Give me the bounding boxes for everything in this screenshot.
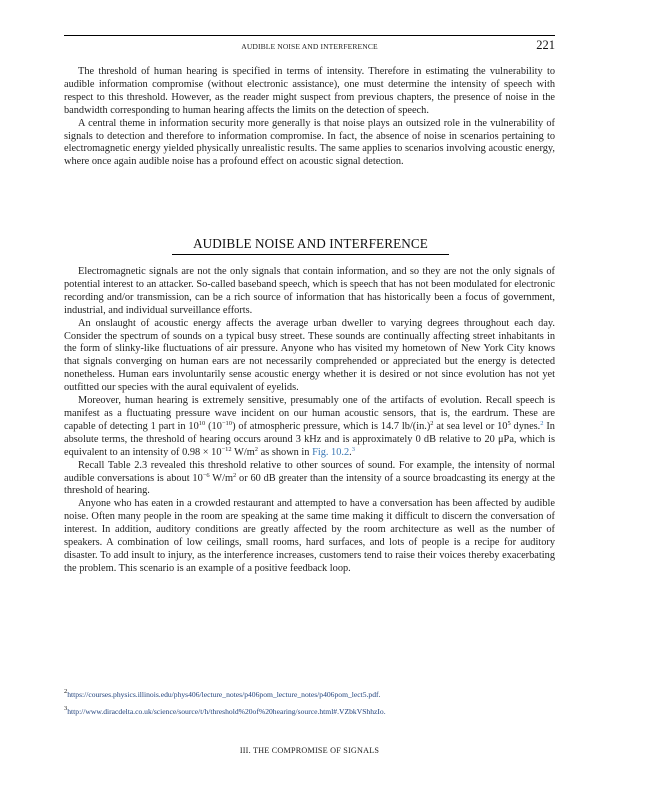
footnote-link[interactable]: https://courses.physics.illinois.edu/phys406/lecture_notes/p406pom_lecture_notes/p406pom_lect5.pdf <box>67 690 379 699</box>
heading-rule <box>172 254 449 255</box>
section-paragraph-2: An onslaught of acoustic energy affects the average urban dweller to varying degrees throughout each day. Consider the spectrum of sounds on a typical busy street. These sounds are continually affecting street inhabitants in the form of slinky-like fluctuations of air pressure. Anyone who has visited my hometown of New York City knows that signals converging on human ears are not necessarily comprehended or appreciated but the energy is detected nonetheless. Human ears involuntarily sense acoustic energy whether it is desired or not since evolution has not yet outfitted our species with the aural equivalent of eyelids. <box>64 317 555 394</box>
running-title: AUDIBLE NOISE AND INTERFERENCE <box>241 42 378 51</box>
section-paragraph-4: Recall Table 2.3 revealed this threshold relative to other sources of sound. For example, the intensity of normal audible conversations is about $10^{-6}$ $W/m^2$ or 60 dB greater than the intensity of a source broadcasting its energy at the threshold of hearing. <box>64 459 556 497</box>
section-heading: AUDIBLE NOISE AND INTERFERENCE <box>193 236 428 251</box>
intro-text <box>64 66 555 169</box>
top-rule <box>64 35 555 36</box>
section-paragraph-3: Moreover, human hearing is extremely sensitive, presumably one of the artifacts of evolution. Recall speech is manifest as a fluctuating pressure wave incident on our human acoustic sensors, that is, the eardrum. These are capable of detecting 1 part in $10^{10}$ $(10^{-10})$ of atmospheric pressure, which is 14.7 $lb/(in.)^2$ at sea level or $10^5$ dynes.$^2$ In absolute terms, the threshold of hearing occurs around 3 kHz and is approximately 0 dB relative to 20 μPa, which is equivalent to an intensity of $0.98 \times 10^{-12}$ $W/m^2$ as shown in Fig. 10.2.$^3$ <box>64 395 555 458</box>
page-footer: III. THE COMPROMISE OF SIGNALS <box>239 746 380 755</box>
section-paragraph-1: Electromagnetic signals are not the only signals that contain information, and so they are not the only signals of potential interest to an attacker. So-called baseband speech, which is speech that has not been modulated for electronic recording and/or transmission, can be a rich source of information that has historically been a focus of government, industrial, and individual surveillance efforts. <box>64 266 555 316</box>
figure-link[interactable]: Fig. 10.2 <box>312 446 350 458</box>
footnote-mark: 3 <box>64 705 68 712</box>
footnote-ref-3[interactable]: 3 <box>351 445 355 453</box>
section-paragraph-5: Anyone who has eaten in a crowded restaurant and attempted to have a conversation has been affected by audible noise. Often many people in the room are speaking at the same time making it difficult to discern the conversation of interest. In addition, auditory conditions are greatly affected by the room architecture as well as the number of speakers. A combination of low ceilings, small rooms, hard surfaces, and lots of people is a recipe for auditory disaster. To add insult to injury, as the interference increases, customers tend to raise their voices thereby exacerbating the problem. This scenario is an example of a positive feedback loop. <box>64 498 555 574</box>
footnote-mark: 2 <box>64 688 68 695</box>
intro-paragraph-2: A central theme in information security more generally is that noise plays an outsized role in the vulnerability of signals to detection and therefore to information compromise. In fact, the absence of noise in scenarios pertaining to electromagnetic energy yielded physically unrealistic results. The same applies to scenarios involving acoustic energy, where once again audible noise has a profound effect on acoustic signal detection. <box>64 117 555 168</box>
footnotes <box>64 686 555 720</box>
page-number: 221 <box>536 38 555 52</box>
intro-paragraph-1: The threshold of human hearing is specified in terms of intensity. Therefore in estimating the vulnerability to audible information compromise (without electronic assistance), one must determine the intensity of speech with respect to this threshold. However, as the reader might suspect from previous chapters, the presence of noise in the bandwidth corresponding to human hearing affects the limits on the detection of speech. <box>64 66 555 116</box>
footnote-3: $^3$http://www.diracdelta.co.uk/science/source/t/h/threshold%20of%20hearing/source.html#.VZbkVShhzIo. <box>64 705 386 716</box>
footnote-link[interactable]: http://www.diracdelta.co.uk/science/source/t/h/threshold%20of%20hearing/source.html#.VZbkVShhzIo <box>67 707 384 716</box>
footnote-ref-2[interactable]: 2 <box>540 419 544 427</box>
section-body <box>64 266 555 576</box>
running-head <box>64 38 555 54</box>
footnote-2: $^2$https://courses.physics.illinois.edu/phys406/lecture_notes/p406pom_lecture_notes/p406pom_lect5.pdf. <box>64 688 381 699</box>
